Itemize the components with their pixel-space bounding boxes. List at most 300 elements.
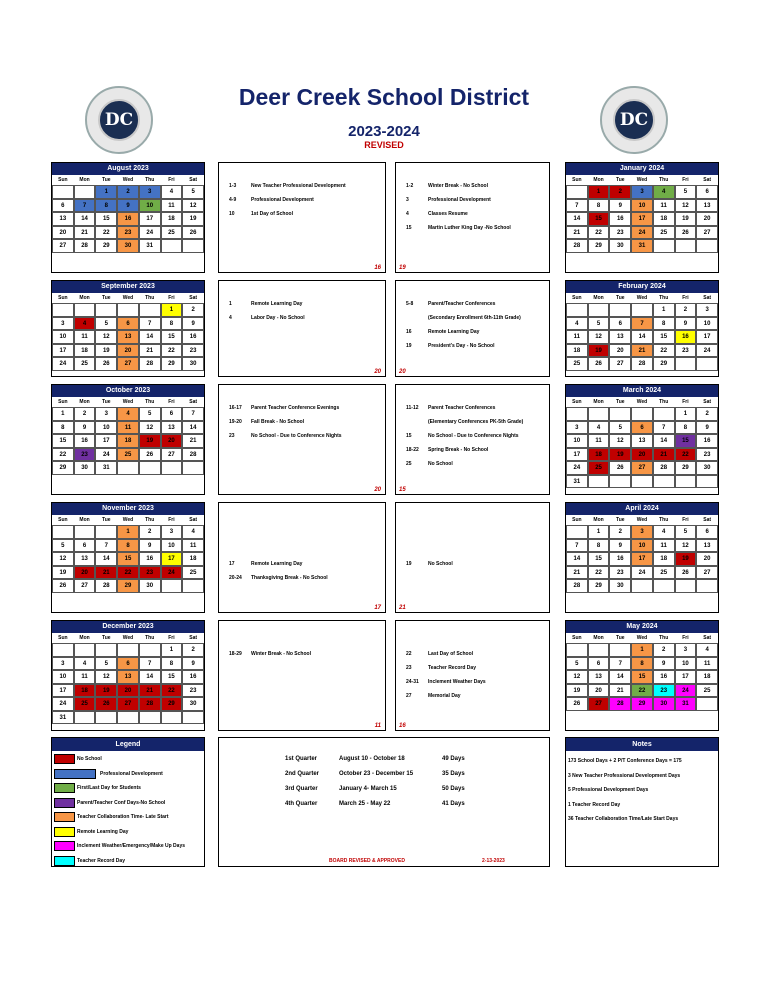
day-cell [653, 239, 675, 253]
day-cell: 27 [74, 579, 96, 593]
day-cell: 12 [588, 330, 610, 344]
quarter-dates: January 4- March 15 [339, 786, 397, 792]
day-cell: 26 [52, 579, 74, 593]
day-cell [631, 407, 653, 421]
weekday-label: Sun [572, 177, 582, 183]
event-label: Winter Break - No School [251, 651, 311, 657]
day-cell: 22 [161, 684, 183, 698]
day-cell: 4 [653, 185, 675, 199]
school-year: 2023-2024 [348, 123, 420, 140]
day-cell [117, 711, 139, 725]
day-cell: 11 [182, 539, 204, 553]
event-row [229, 183, 346, 189]
day-cell [609, 475, 631, 489]
day-cell: 22 [161, 344, 183, 358]
day-cell: 8 [588, 539, 610, 553]
day-cell: 20 [696, 552, 718, 566]
legend-swatch [54, 769, 96, 779]
day-cell: 14 [95, 552, 117, 566]
event-date: 1-3 [229, 183, 237, 189]
day-cell: 7 [631, 317, 653, 331]
event-label: No School - Due to Conference Nights [428, 433, 519, 439]
day-cell: 22 [588, 226, 610, 240]
weekday-label: Sun [58, 295, 68, 301]
day-cell: 22 [631, 684, 653, 698]
day-cell: 5 [675, 185, 697, 199]
day-cell: 9 [609, 199, 631, 213]
day-cell: 5 [52, 539, 74, 553]
day-cell: 27 [588, 697, 610, 711]
day-cell: 9 [182, 317, 204, 331]
weekday-label: Fri [168, 177, 175, 183]
event-label: Remote Learning Day [251, 301, 303, 307]
day-cell: 12 [609, 434, 631, 448]
month-title: August 2023 [52, 163, 204, 175]
event-label: Spring Break - No School [428, 447, 489, 453]
day-cell: 14 [631, 330, 653, 344]
event-label: Martin Luther King Day -No School [428, 225, 511, 231]
day-cell: 11 [74, 670, 96, 684]
legend-swatch [54, 812, 75, 822]
day-cell: 9 [139, 539, 161, 553]
day-cell [675, 239, 697, 253]
legend-item [54, 798, 165, 808]
day-cell: 12 [95, 330, 117, 344]
day-cell: 17 [139, 212, 161, 226]
day-cell: 13 [52, 212, 74, 226]
day-cell: 14 [566, 212, 588, 226]
weekday-label: Fri [682, 177, 689, 183]
day-cell: 22 [52, 448, 74, 462]
day-cell: 4 [182, 525, 204, 539]
day-cell: 15 [631, 670, 653, 684]
day-cell [588, 475, 610, 489]
day-cell: 9 [696, 421, 718, 435]
event-date: 15 [406, 225, 412, 231]
day-cell: 13 [631, 434, 653, 448]
day-cell: 13 [117, 330, 139, 344]
day-cell: 3 [139, 185, 161, 199]
day-cell: 26 [139, 448, 161, 462]
weekday-label: Mon [79, 635, 90, 641]
day-cell: 30 [74, 461, 96, 475]
event-row [406, 211, 468, 217]
day-cell [653, 579, 675, 593]
day-cell: 7 [74, 199, 96, 213]
day-cell: 28 [566, 239, 588, 253]
day-cell: 17 [631, 552, 653, 566]
day-cell: 18 [74, 344, 96, 358]
day-cell: 11 [588, 434, 610, 448]
weekday-label: Sat [189, 295, 198, 301]
day-cell: 1 [588, 185, 610, 199]
day-cell: 9 [74, 421, 96, 435]
weekday-label: Wed [636, 399, 648, 405]
day-cell: 24 [675, 684, 697, 698]
school-day-count: 15 [399, 487, 406, 493]
day-cell [161, 711, 183, 725]
day-cell: 19 [139, 434, 161, 448]
events-box-january [395, 162, 550, 273]
weekday-label: Fri [168, 635, 175, 641]
day-cell: 9 [117, 199, 139, 213]
weekday-label: Sat [189, 399, 198, 405]
day-cell [95, 525, 117, 539]
weekday-label: Sat [703, 517, 712, 523]
day-cell: 17 [161, 552, 183, 566]
day-cell: 30 [609, 239, 631, 253]
day-cell: 10 [95, 421, 117, 435]
page-title: Deer Creek School District [238, 84, 530, 110]
event-row [229, 433, 342, 439]
weekday-label: Mon [593, 635, 604, 641]
quarter-days: 35 Days [442, 771, 465, 777]
day-cell: 6 [609, 317, 631, 331]
day-cell: 27 [117, 357, 139, 371]
day-cell: 28 [74, 239, 96, 253]
day-cell [52, 185, 74, 199]
day-cell: 15 [675, 434, 697, 448]
day-cell [566, 303, 588, 317]
month-title: April 2024 [566, 503, 718, 515]
weekday-label: Mon [79, 517, 90, 523]
weekday-label: Wed [122, 517, 134, 523]
day-cell [675, 475, 697, 489]
weekday-label: Sun [572, 635, 582, 641]
day-cell: 31 [139, 239, 161, 253]
weekday-label: Sun [572, 399, 582, 405]
day-cell: 29 [117, 579, 139, 593]
weekday-label: Tue [616, 517, 625, 523]
day-cell: 10 [139, 199, 161, 213]
day-cell: 26 [609, 461, 631, 475]
event-row [229, 651, 311, 657]
day-cell: 20 [161, 434, 183, 448]
day-cell: 16 [653, 670, 675, 684]
event-row [406, 183, 488, 189]
day-cell [117, 303, 139, 317]
day-cell: 14 [74, 212, 96, 226]
day-cell: 1 [631, 643, 653, 657]
weekday-label: Sun [572, 517, 582, 523]
event-row [406, 679, 486, 685]
day-cell: 20 [117, 684, 139, 698]
day-cell: 5 [95, 657, 117, 671]
weekday-label: Tue [102, 295, 111, 301]
day-cell [675, 357, 697, 371]
weekday-label: Tue [102, 177, 111, 183]
day-cell: 30 [139, 579, 161, 593]
month-title: October 2023 [52, 385, 204, 397]
weekday-label: Sat [703, 177, 712, 183]
day-cell: 19 [52, 566, 74, 580]
legend-label: Inclement Weather/Emergency/Make Up Days [77, 843, 186, 849]
day-cell: 25 [117, 448, 139, 462]
events-box-february [395, 280, 550, 377]
day-cell [117, 461, 139, 475]
event-row [406, 561, 453, 567]
day-cell: 26 [675, 226, 697, 240]
event-date: 19 [406, 561, 412, 567]
event-row [406, 225, 511, 231]
day-cell: 20 [117, 344, 139, 358]
day-cell: 25 [74, 357, 96, 371]
day-cell: 12 [182, 199, 204, 213]
month-title: November 2023 [52, 503, 204, 515]
weekday-label: Thu [659, 295, 669, 301]
day-cell: 19 [95, 684, 117, 698]
day-cell: 29 [588, 239, 610, 253]
day-cell: 11 [696, 657, 718, 671]
notes-title: Notes [566, 738, 718, 751]
day-cell: 4 [74, 317, 96, 331]
event-row [406, 693, 461, 699]
approval-date: 2-13-2023 [482, 858, 505, 864]
event-row [229, 575, 328, 581]
weekday-label: Wed [636, 177, 648, 183]
event-label: Professional Development [428, 197, 491, 203]
weekday-label: Thu [145, 635, 155, 641]
event-date: 19 [406, 343, 412, 349]
day-cell: 16 [182, 330, 204, 344]
day-cell [139, 303, 161, 317]
day-cell: 19 [95, 344, 117, 358]
event-date: 18-29 [229, 651, 242, 657]
legend-label: No School [77, 756, 102, 762]
day-cell: 6 [696, 525, 718, 539]
day-cell: 5 [609, 421, 631, 435]
day-cell: 25 [696, 684, 718, 698]
day-cell: 31 [675, 697, 697, 711]
quarter-dates: October 23 - December 15 [339, 771, 414, 777]
day-cell: 4 [588, 421, 610, 435]
day-cell [182, 579, 204, 593]
weekday-label: Fri [168, 517, 175, 523]
day-cell: 24 [95, 448, 117, 462]
day-cell: 5 [675, 525, 697, 539]
event-label: Parent/Teacher Conferences [428, 301, 496, 307]
day-cell: 19 [566, 684, 588, 698]
day-cell: 29 [588, 579, 610, 593]
event-date: 4 [229, 315, 232, 321]
day-grid [52, 185, 204, 253]
day-cell: 23 [696, 448, 718, 462]
day-cell [588, 303, 610, 317]
day-cell: 26 [95, 697, 117, 711]
weekday-header [52, 397, 204, 407]
day-cell: 16 [609, 552, 631, 566]
day-cell: 5 [139, 407, 161, 421]
day-cell: 20 [74, 566, 96, 580]
weekday-label: Wed [122, 635, 134, 641]
quarter-days: 50 Days [442, 786, 465, 792]
events-box-april [395, 502, 550, 613]
day-cell: 1 [588, 525, 610, 539]
month-title: December 2023 [52, 621, 204, 633]
day-cell [653, 475, 675, 489]
day-cell: 14 [609, 670, 631, 684]
event-row [229, 301, 302, 307]
day-cell [161, 239, 183, 253]
legend-swatch [54, 798, 75, 808]
event-label: Memorial Day [428, 693, 461, 699]
day-cell: 2 [696, 407, 718, 421]
day-cell: 27 [696, 226, 718, 240]
day-cell: 3 [631, 185, 653, 199]
day-cell: 7 [653, 421, 675, 435]
day-cell: 7 [566, 199, 588, 213]
day-cell: 5 [588, 317, 610, 331]
day-cell: 16 [182, 670, 204, 684]
weekday-label: Wed [636, 635, 648, 641]
day-grid [566, 303, 718, 371]
event-label: Inclement Weather Days [428, 679, 486, 685]
day-cell: 22 [675, 448, 697, 462]
day-cell: 24 [566, 461, 588, 475]
day-cell: 6 [588, 657, 610, 671]
weekday-label: Sun [58, 635, 68, 641]
event-label: No School - Due to Conference Nights [251, 433, 342, 439]
events-box-september [218, 280, 386, 377]
day-cell: 25 [653, 566, 675, 580]
weekday-label: Sat [189, 517, 198, 523]
day-cell: 21 [631, 344, 653, 358]
day-cell: 8 [95, 199, 117, 213]
day-cell: 20 [696, 212, 718, 226]
day-cell: 27 [117, 697, 139, 711]
calendar-december-2023 [51, 620, 205, 731]
day-cell: 14 [139, 330, 161, 344]
event-date: 4-9 [229, 197, 237, 203]
legend-label: Teacher Collaboration Time- Late Start [77, 814, 169, 820]
day-cell: 7 [139, 317, 161, 331]
day-cell: 14 [182, 421, 204, 435]
day-cell: 17 [52, 344, 74, 358]
day-cell: 3 [52, 317, 74, 331]
weekday-label: Thu [659, 177, 669, 183]
quarter-days: 41 Days [442, 801, 465, 807]
events-box-august [218, 162, 386, 273]
event-row [406, 343, 494, 349]
day-cell: 9 [675, 317, 697, 331]
day-cell: 18 [161, 212, 183, 226]
weekday-label: Thu [659, 635, 669, 641]
event-date: 1 [229, 301, 232, 307]
month-title: September 2023 [52, 281, 204, 293]
event-date: 3 [406, 197, 409, 203]
day-cell: 8 [161, 317, 183, 331]
day-cell [653, 407, 675, 421]
weekday-label: Mon [593, 517, 604, 523]
weekday-label: Fri [168, 399, 175, 405]
day-cell: 8 [675, 421, 697, 435]
day-cell [182, 711, 204, 725]
day-cell: 13 [161, 421, 183, 435]
day-cell: 10 [52, 330, 74, 344]
weekday-label: Tue [616, 399, 625, 405]
day-cell: 20 [588, 684, 610, 698]
day-cell: 2 [609, 525, 631, 539]
event-label: Winter Break - No School [428, 183, 488, 189]
day-cell: 24 [631, 566, 653, 580]
day-cell: 16 [675, 330, 697, 344]
day-cell: 7 [139, 657, 161, 671]
legend-swatch [54, 827, 75, 837]
day-cell: 12 [95, 670, 117, 684]
day-cell: 3 [95, 407, 117, 421]
day-cell: 18 [653, 552, 675, 566]
event-label: No School [428, 461, 453, 467]
day-cell [139, 643, 161, 657]
weekday-label: Fri [168, 295, 175, 301]
day-cell: 15 [95, 212, 117, 226]
legend-item [54, 769, 163, 779]
day-cell: 29 [675, 461, 697, 475]
day-cell: 30 [653, 697, 675, 711]
day-cell: 18 [74, 684, 96, 698]
event-label: New Teacher Professional Development [251, 183, 346, 189]
weekday-header [52, 175, 204, 185]
quarter-dates: March 25 - May 22 [339, 801, 391, 807]
day-cell [696, 579, 718, 593]
event-row [229, 419, 304, 425]
day-cell: 25 [74, 697, 96, 711]
note-item: 173 School Days + 2 P/T Conference Days = 175 [568, 758, 682, 764]
day-cell [182, 461, 204, 475]
event-row [229, 315, 305, 321]
day-cell: 24 [139, 226, 161, 240]
day-cell: 28 [653, 461, 675, 475]
event-label: Labor Day - No School [251, 315, 305, 321]
day-cell: 17 [52, 684, 74, 698]
day-cell: 6 [117, 317, 139, 331]
day-cell: 20 [609, 344, 631, 358]
day-cell: 13 [696, 199, 718, 213]
day-cell: 23 [675, 344, 697, 358]
day-cell: 27 [609, 357, 631, 371]
legend-item [54, 783, 141, 793]
event-row [229, 561, 302, 567]
weekday-label: Sun [58, 177, 68, 183]
day-cell: 4 [161, 185, 183, 199]
seal-monogram: DC [98, 99, 140, 141]
day-cell: 30 [696, 461, 718, 475]
day-cell: 11 [653, 539, 675, 553]
legend-label: Professional Development [100, 770, 163, 777]
day-cell: 21 [95, 566, 117, 580]
weekday-label: Tue [102, 517, 111, 523]
note-item: 1 Teacher Record Day [568, 801, 621, 808]
school-day-count: 21 [399, 605, 406, 611]
day-cell: 13 [696, 539, 718, 553]
day-cell: 20 [52, 226, 74, 240]
weekday-label: Sun [572, 295, 582, 301]
day-cell: 18 [566, 344, 588, 358]
day-cell [95, 643, 117, 657]
day-cell [74, 303, 96, 317]
event-row [406, 461, 453, 467]
day-cell: 10 [161, 539, 183, 553]
day-cell: 17 [566, 448, 588, 462]
calendar-october-2023 [51, 384, 205, 495]
day-cell [566, 407, 588, 421]
day-cell: 11 [117, 421, 139, 435]
day-cell: 12 [675, 199, 697, 213]
day-cell: 7 [566, 539, 588, 553]
weekday-header [566, 175, 718, 185]
note-item: 5 Professional Development Days [568, 787, 649, 793]
quarter-days: 49 Days [442, 756, 465, 762]
